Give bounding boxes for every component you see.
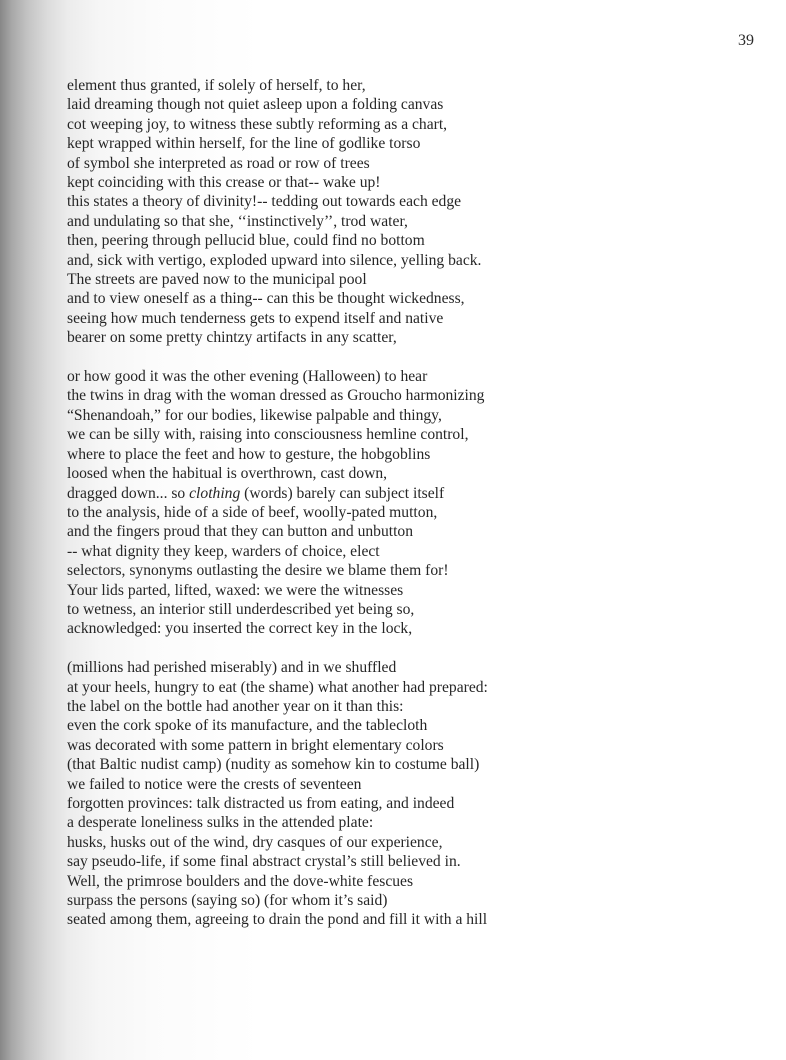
poem-line: The streets are paved now to the municipal pool — [67, 271, 367, 289]
poem-line: we failed to notice were the crests of seventeen — [67, 775, 362, 793]
poem-line: we can be silly with, raising into consciousness hemline control, — [67, 426, 469, 444]
stanza-2 — [67, 367, 767, 639]
poem-line: this states a theory of divinity!-- tedding out towards each edge — [67, 193, 462, 211]
poem-line: loosed when the habitual is overthrown, cast down, — [67, 465, 388, 483]
poem-line: selectors, synonyms outlasting the desire we blame them for! — [67, 562, 449, 580]
poem-line: cot weeping joy, to witness these subtly reforming as a chart, — [67, 115, 448, 133]
poem-line: -- what dignity they keep, warders of choice, elect — [67, 542, 380, 560]
poem-line: laid dreaming though not quiet asleep upon a folding canvas — [67, 96, 444, 114]
page-number: 39 — [738, 32, 754, 49]
poem-line: and to view oneself as a thing-- can this be thought wickedness, — [67, 290, 465, 308]
poem-line: the label on the bottle had another year on it than this: — [67, 697, 404, 715]
poem-line: Well, the primrose boulders and the dove-white fescues — [67, 872, 414, 890]
poem-line: and undulating so that she, ‘‘instinctively’’, trod water, — [67, 212, 408, 230]
poem-line: kept wrapped within herself, for the line of godlike torso — [67, 135, 421, 153]
poem-line: “Shenandoah,” for our bodies, likewise palpable and thingy, — [67, 406, 442, 424]
poem-line: say pseudo-life, if some final abstract crystal’s still believed in. — [67, 853, 461, 871]
poem-line: then, peering through pellucid blue, could find no bottom — [67, 232, 425, 250]
poem-line: acknowledged: you inserted the correct key in the lock, — [67, 620, 413, 638]
poem-line: surpass the persons (saying so) (for whom it’s said) — [67, 892, 388, 910]
poem-line: husks, husks out of the wind, dry casques of our experience, — [67, 833, 443, 851]
poem-line: dragged down... so clothing (words) barely can subject itself — [67, 484, 445, 502]
poem-line: and the fingers proud that they can button and unbutton — [67, 523, 414, 541]
poem-line: and, sick with vertigo, exploded upward into silence, yelling back. — [67, 251, 482, 269]
stanza-1 — [67, 76, 767, 348]
poem-line: to wetness, an interior still underdescribed yet being so, — [67, 600, 415, 618]
poem-line: element thus granted, if solely of herself, to her, — [67, 77, 366, 94]
poem-line: forgotten provinces: talk distracted us from eating, and indeed — [67, 795, 455, 812]
poem-line: the twins in drag with the woman dressed as Groucho harmonizing — [67, 387, 485, 405]
poem-line: at your heels, hungry to eat (the shame) what another had prepared: — [67, 678, 488, 696]
poem-line: was decorated with some pattern in bright elementary colors — [67, 736, 444, 754]
poem-line: kept coinciding with this crease or that-- wake up! — [67, 174, 381, 192]
poem-line: seated among them, agreeing to drain the pond and fill it with a hill — [67, 911, 488, 929]
poem-line: where to place the feet and how to gesture, the hobgoblins — [67, 445, 431, 463]
poem-body — [67, 76, 767, 930]
poem-line: to the analysis, hide of a side of beef, woolly-pated mutton, — [67, 503, 438, 521]
poem-line: seeing how much tenderness gets to expend itself and native — [67, 309, 444, 327]
poem-line: Your lids parted, lifted, waxed: we were the witnesses — [67, 581, 404, 599]
poem-line: or how good it was the other evening (Halloween) to hear — [67, 368, 428, 386]
poem-line: (that Baltic nudist camp) (nudity as somehow kin to costume ball) — [67, 756, 480, 774]
poem-line: even the cork spoke of its manufacture, and the tablecloth — [67, 717, 428, 735]
stanza-3 — [67, 658, 767, 930]
poem-line: of symbol she interpreted as road or row of trees — [67, 154, 370, 172]
poem-line: (millions had perished miserably) and in we shuffled — [67, 659, 397, 677]
poem-line: bearer on some pretty chintzy artifacts in any scatter, — [67, 329, 397, 347]
poem-line: a desperate loneliness sulks in the attended plate: — [67, 814, 374, 832]
